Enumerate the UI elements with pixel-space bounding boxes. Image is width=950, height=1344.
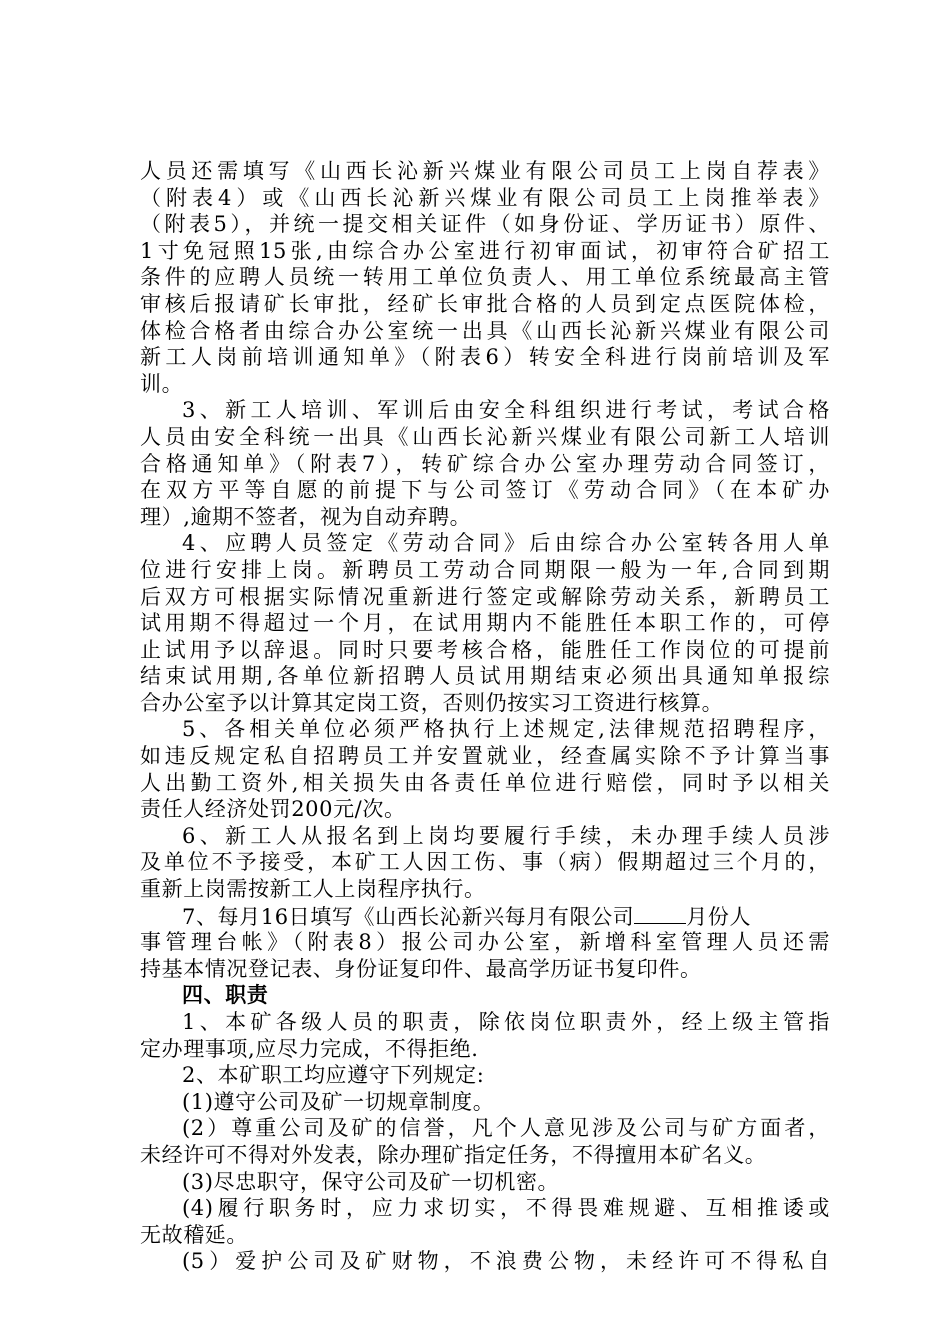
paragraph-line: 无故稽延。	[140, 1222, 248, 1247]
paragraph-line: 在双方平等自愿的前提下与公司签订《劳动合同》（在本矿办	[140, 478, 830, 503]
paragraph-line: 训。	[140, 371, 184, 396]
paragraph-line: 合办公室予以计算其定岗工资，否则仍按实习工资进行核算。	[140, 690, 724, 715]
list-item: (1)遵守公司及矿一切规章制度。	[182, 1089, 495, 1114]
paragraph-line: （附表5），并统一提交相关证件（如身份证、学历证书）原件、	[140, 212, 830, 237]
list-item: (2）尊重公司及矿的信誉，凡个人意见涉及公司与矿方面者，	[182, 1116, 830, 1141]
paragraph-line: 体检合格者由综合办公室统一出具《山西长沁新兴煤业有限公司	[140, 318, 830, 343]
paragraph-line: 结束试用期,各单位新招聘人员试用期结束必须出具通知单报综	[140, 664, 830, 689]
paragraph-line: 如违反规定私自招聘员工并安置就业，经查属实除不予计算当事	[140, 744, 830, 769]
paragraph-line: 人出勤工资外,相关损失由各责任单位进行赔偿，同时予以相关	[140, 770, 830, 795]
paragraph-line: 5、各相关单位必须严格执行上述规定,法律规范招聘程序，	[182, 717, 830, 742]
blank-underline	[634, 903, 686, 924]
paragraph-line: 重新上岗需按新工人上岗程序执行。	[140, 877, 486, 902]
paragraph-line	[140, 903, 830, 930]
paragraph-line: 止试用予以辞退。同时只要考核合格，能胜任工作岗位的可提前	[140, 637, 830, 662]
paragraph-line: 人员由安全科统一出具《山西长沁新兴煤业有限公司新工人培训	[140, 424, 830, 449]
document-body	[140, 158, 830, 1275]
paragraph-line: 2、本矿职工均应遵守下列规定:	[182, 1063, 485, 1088]
paragraph-line: 理）,逾期不签者，视为自动弃聘。	[140, 504, 472, 529]
paragraph-line: 人员还需填写《山西长沁新兴煤业有限公司员工上岗自荐表》	[140, 159, 830, 183]
section-heading: 四、职责	[182, 982, 269, 1008]
paragraph-text: 月份人	[686, 904, 752, 929]
paragraph-line: 条件的应聘人员统一转用工单位负责人、用工单位系统最高主管	[140, 265, 830, 290]
paragraph-line: 合格通知单》（附表7），转矿综合办公室办理劳动合同签订，	[140, 451, 830, 476]
paragraph-line: 3、新工人培训、军训后由安全科组织进行考试，考试合格	[182, 398, 830, 423]
paragraph-line: 1寸免冠照15张,由综合办公室进行初审面试，初审符合矿招工	[140, 238, 830, 263]
paragraph-line: 事管理台帐》（附表8）报公司办公室，新增科室管理人员还需	[140, 930, 830, 955]
paragraph-line: 持基本情况登记表、身份证复印件、最高学历证书复印件。	[140, 956, 702, 981]
paragraph-line: 位进行安排上岗。新聘员工劳动合同期限一般为一年,合同到期	[140, 557, 830, 582]
paragraph-line: 试用期不得超过一个月，在试用期内不能胜任本职工作的，可停	[140, 611, 830, 636]
paragraph-line: 1、本矿各级人员的职责，除依岗位职责外，经上级主管指	[182, 1010, 830, 1034]
paragraph-line: 审核后报请矿长审批，经矿长审批合格的人员到定点医院体检，	[140, 291, 830, 316]
paragraph-line: 6、新工人从报名到上岗均要履行手续，未办理手续人员涉	[182, 823, 830, 848]
paragraph-line: 定办理事项,应尽力完成，不得拒绝.	[140, 1036, 479, 1061]
paragraph-line: 后双方可根据实际情况重新进行签定或解除劳动关系，新聘员工	[140, 584, 830, 609]
paragraph-line: 及单位不予接受，本矿工人因工伤、事（病）假期超过三个月的，	[140, 850, 830, 875]
paragraph-line: （附表4）或《山西长沁新兴煤业有限公司员工上岗推举表》	[140, 185, 830, 210]
paragraph-line: 新工人岗前培训通知单》（附表6）转安全科进行岗前培训及军	[140, 345, 830, 370]
paragraph-line: 未经许可不得对外发表，除办理矿指定任务，不得擅用本矿名义。	[140, 1142, 767, 1167]
list-item: (4)履行职务时，应力求切实，不得畏难规避、互相推诿或	[182, 1196, 830, 1221]
paragraph-line: 4、应聘人员签定《劳动合同》后由综合办公室转各用人单	[182, 531, 830, 556]
paragraph-text: 7、每月16日填写《山西长沁新兴每月有限公司	[182, 904, 635, 929]
list-item: (3)尽忠职守，保守公司及矿一切机密。	[182, 1169, 560, 1194]
list-item: (5）爱护公司及矿财物，不浪费公物，未经许可不得私自	[182, 1249, 830, 1274]
paragraph-line: 责任人经济处罚200元/次。	[140, 797, 406, 822]
